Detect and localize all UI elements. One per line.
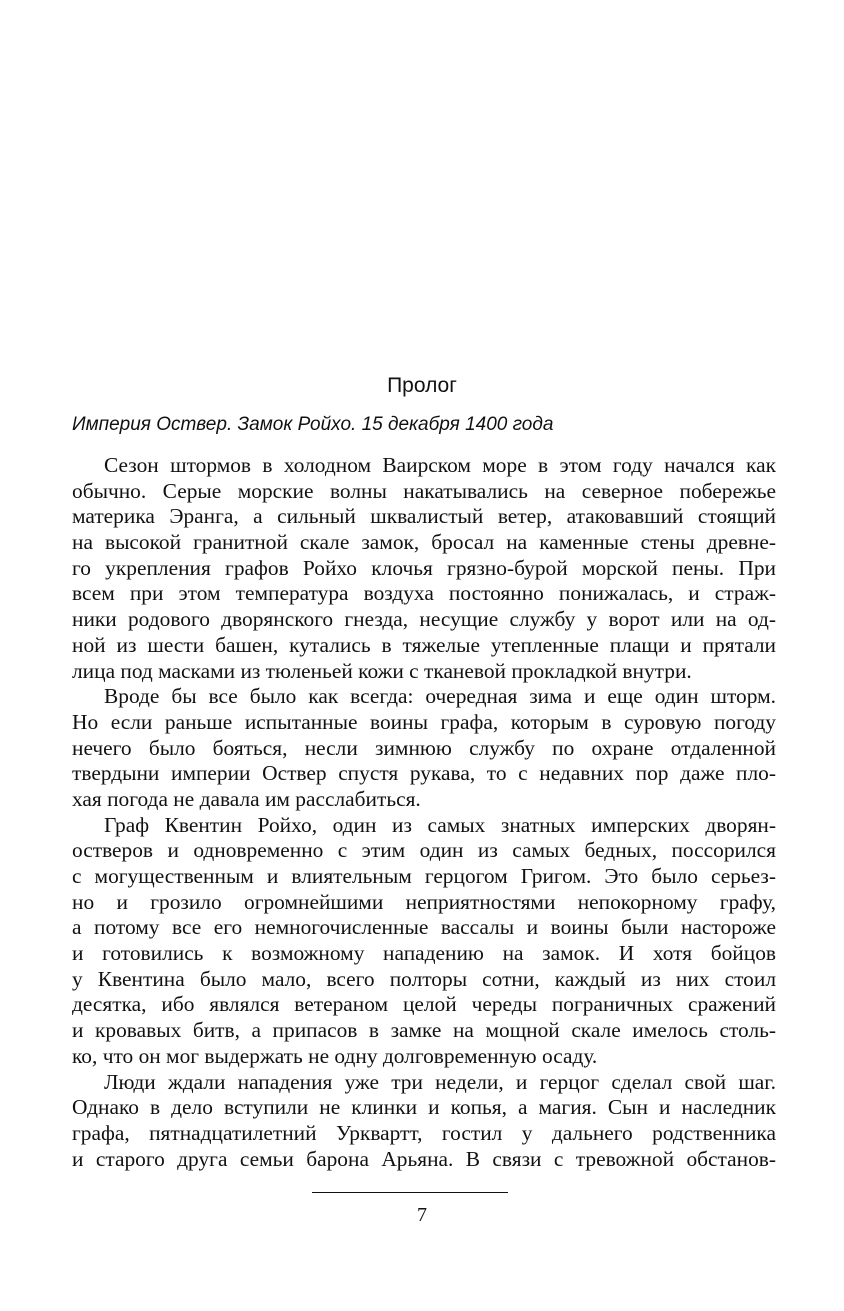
text-line: с могущественным и влиятельным герцогом Григом. Это было серьез- [72,864,776,888]
text-line: Вроде бы все было как всегда: очередная зима и еще один шторм. [104,684,776,709]
page-number: 7 [417,1204,427,1226]
text-line: материка Эранга, а сильный шквалистый ветер, атаковавший стоящий [72,504,776,529]
text-line: и готовились к возможному нападению на замок. И хотя бойцов [72,941,776,966]
text-line: лица под масками из тюленьей кожи с тканевой прокладкой внутри. [72,658,692,683]
text-line: графа, пятнадцатилетний Урквартт, гостил у дальнего родственника [72,1120,776,1145]
text-line: хая погода не давала им расслабиться. [72,786,421,811]
text-line: го укрепления графов Ройхо клочья грязно-бурой морской пены. При [72,555,776,580]
text-line: Люди ждали нападения уже три недели, и герцог сделал свой шаг. [104,1069,776,1094]
body-text [72,453,776,1172]
text-line: остверов и одновременно с этим один из самых бедных, поссорился [72,838,776,863]
text-line: Граф Квентин Ройхо, один из самых знатных имперских дворян- [104,812,776,837]
text-line: Сезон штормов в холодном Ваирском море в этом году начался как [104,453,776,477]
text-line: а потому все его немногочисленные вассалы и воины были настороже [72,915,776,940]
text-line: у Квентина было мало, всего полторы сотни, каждый из них стоил [72,966,776,991]
text-line: Но если раньше испытанные воины графа, которым в суровую погоду [72,709,776,734]
text-line: обычно. Серые морские волны накатывались на северное побережье [72,478,776,503]
text-line: твердыни империи Оствер спустя рукава, то с недавних пор даже пло- [72,761,776,786]
paragraph [72,813,776,1070]
text-line: ной из шести башен, кутались в тяжелые утепленные плащи и прятали [72,632,776,657]
chapter-subtitle: Империя Оствер. Замок Ройхо. 15 декабря 1400 года [72,414,554,435]
text-line: десятка, ибо являлся ветераном целой череды пограничных сражений [72,992,776,1017]
footer-divider [312,1192,508,1193]
text-line: на высокой гранитной скале замок, бросал на каменные стены древне- [72,530,776,555]
text-line: ники родового дворянского гнезда, несущие службу у ворот или на од- [72,607,776,632]
text-line: нечего было бояться, несли зимнюю службу по охране отдаленной [72,735,776,760]
text-line: ко, что он мог выдержать не одну долговременную осаду. [72,1043,598,1068]
paragraph [72,453,776,684]
paragraph [72,684,776,812]
paragraph [72,1070,776,1173]
chapter-title: Пролог [387,374,457,397]
text-line: но и грозило огромнейшими неприятностями непокорному графу, [72,889,776,914]
text-line: и старого друга семьи барона Арьяна. В связи с тревожной обстанов- [72,1146,776,1171]
text-line: и кровавых битв, а припасов в замке на мощной скале имелось столь- [72,1018,776,1043]
text-line: всем при этом температура воздуха постоянно понижалась, и страж- [72,581,776,606]
text-line: Однако в дело вступили не клинки и копья, а магия. Сын и наследник [72,1095,776,1120]
